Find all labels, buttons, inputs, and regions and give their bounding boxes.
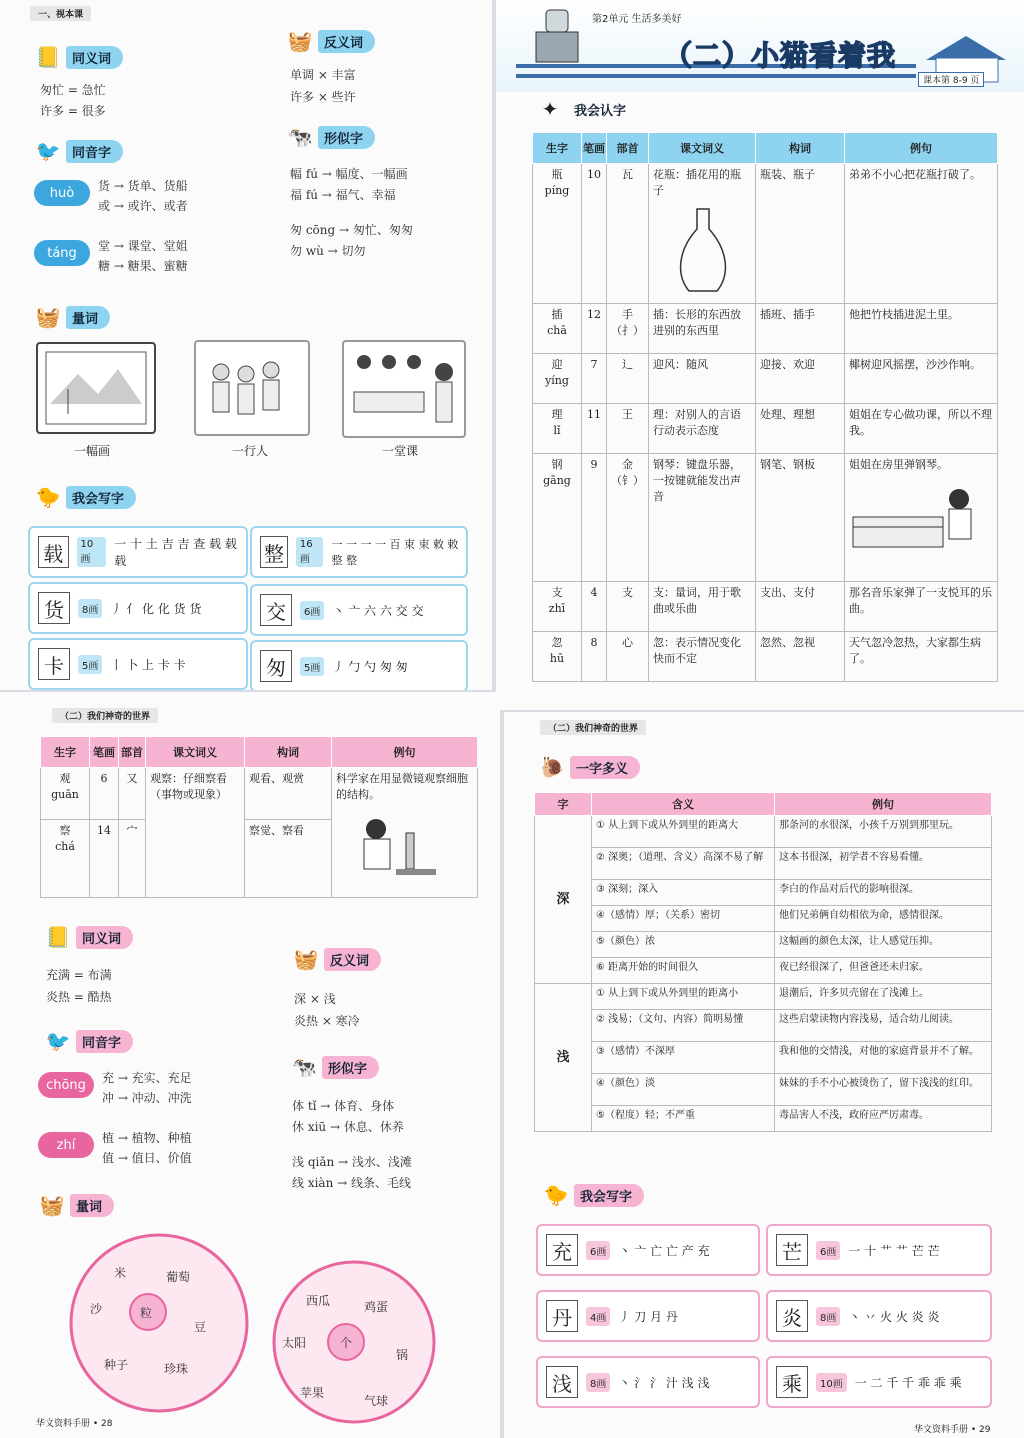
- homophones-heading: [30, 136, 123, 166]
- word-building: 插班、插手: [756, 304, 845, 354]
- meaning: ④（感情）厚；（关系）密切: [592, 906, 775, 932]
- radical: 手（扌）: [607, 304, 649, 354]
- antonym-row: 许多 × 些许: [290, 90, 356, 104]
- example-sentence: 姐姐在房里弹钢琴。: [849, 458, 948, 471]
- antonym-list: [294, 988, 360, 1032]
- meaning: 支：量词，用于歌曲或乐曲: [649, 582, 756, 632]
- recognize-table: [40, 736, 478, 898]
- pinyin: yíng: [545, 374, 569, 387]
- stroke-order: 丨 卜 上 卡 卡: [110, 657, 186, 672]
- vase-icon: [673, 205, 733, 295]
- measure-caption: 一行人: [232, 444, 269, 458]
- radical: 支: [607, 582, 649, 632]
- meaning: 花瓶：插花用的瓶子: [653, 168, 741, 197]
- meaning: ④（颜色）淡: [592, 1074, 775, 1106]
- stroke-count: 5画: [300, 657, 324, 676]
- homophone-group: [98, 236, 188, 276]
- synonyms-heading: [40, 922, 133, 952]
- stroke-order: 丶 亠 六 六 交 交: [332, 603, 424, 618]
- word-building: 忽然、忽视: [756, 632, 845, 682]
- stroke-count: 10画: [816, 1373, 847, 1392]
- antonym-row: 炎热 × 寒冷: [294, 1014, 360, 1028]
- page-top-right: [496, 0, 1024, 710]
- meaning: ⑥ 距离开始的时间很久: [592, 958, 775, 984]
- similar-line: 福 fú → 福气、幸福: [290, 188, 396, 202]
- chicks-icon: 🐤: [35, 485, 61, 509]
- pinyin: chá: [55, 839, 75, 853]
- section-label: 同义词: [76, 926, 133, 949]
- stroke-order: 一 十 艹 艹 芒 芒: [848, 1243, 940, 1258]
- section-label: 我会写字: [66, 486, 136, 509]
- running-header: 一、视本课: [30, 6, 91, 21]
- character: 忽: [551, 636, 563, 649]
- example-sentence: 李白的作品对后代的影响很深。: [775, 880, 992, 906]
- notebook-icon: 📒: [45, 925, 71, 949]
- column-header: 例句: [845, 133, 998, 164]
- table-row: [535, 880, 992, 906]
- unit-label: 第2单元 生活多美好: [592, 14, 682, 25]
- lesson-banner: [496, 0, 1024, 92]
- column-header: 部首: [119, 737, 146, 768]
- radical: 金（钅）: [607, 454, 649, 582]
- write-card: [536, 1356, 760, 1408]
- section-label: 我会写字: [574, 1184, 644, 1207]
- radical: 瓦: [607, 164, 649, 304]
- basket-icon: 🧺: [287, 29, 313, 53]
- character: 支: [551, 586, 563, 599]
- homophone-group: [98, 176, 188, 216]
- radical: 心: [607, 632, 649, 682]
- basket-icon: 🧺: [293, 947, 319, 971]
- stroke-order: 丶 丷 火 火 炎 炎: [848, 1309, 940, 1324]
- stroke-count: 5画: [78, 655, 102, 674]
- column-header: 含义: [592, 793, 775, 816]
- character: 察: [59, 823, 71, 837]
- table-row: [535, 932, 992, 958]
- example-sentence: 那名音乐家弹了一支悦耳的乐曲。: [845, 582, 998, 632]
- pinyin-pill: táng: [34, 240, 90, 266]
- section-label: 反义词: [318, 30, 375, 53]
- example-sentence: 我和他的交情浅，对他的家庭背景并不了解。: [775, 1042, 992, 1074]
- meaning: 插：长形的东西放进别的东西里: [649, 304, 756, 354]
- measure-heading: [34, 1190, 114, 1220]
- people-walking-illustration: [194, 340, 310, 436]
- chicks-icon: 🐤: [543, 1183, 569, 1207]
- piano-girl-icon: [849, 477, 989, 557]
- windmill-icon: ✦: [541, 97, 559, 121]
- measure-item: 葡萄: [166, 1270, 191, 1284]
- synonym-row: 匆忙 = 急忙: [40, 83, 106, 97]
- character: 钢: [551, 458, 563, 471]
- polysemy-heading: [534, 752, 640, 782]
- section-label: 形似字: [318, 126, 375, 149]
- classroom-icon: [344, 342, 464, 436]
- group-people-icon: [196, 342, 308, 434]
- homophone-line: 糖 → 糖果、蜜糖: [98, 259, 188, 273]
- meaning: ② 浅易；（文句、内容）简明易懂: [592, 1010, 775, 1042]
- measure-item: 太阳: [282, 1336, 307, 1350]
- synonym-list: [40, 80, 106, 122]
- homophones-heading: [40, 1026, 133, 1056]
- stroke-count: 16画: [296, 537, 324, 567]
- stroke-order: 丿 刀 月 丹: [618, 1309, 678, 1324]
- pinyin-pill: chōng: [38, 1072, 94, 1098]
- measure-item: 种子: [104, 1358, 129, 1372]
- example-sentence: 夜已经很深了，但爸爸还未归家。: [775, 958, 992, 984]
- stroke-count: 9: [582, 454, 607, 582]
- example-sentence: 那条河的水很深，小孩千万别到那里玩。: [775, 816, 992, 848]
- section-label: 同义词: [66, 46, 123, 69]
- radical: 又: [119, 768, 146, 820]
- stroke-count: 4画: [586, 1307, 610, 1326]
- stroke-count: 11: [582, 404, 607, 454]
- pinyin: píng: [544, 184, 570, 197]
- basket-icon: 🧺: [35, 305, 61, 329]
- word-building: 瓶装、瓶子: [756, 164, 845, 304]
- write-card: [250, 584, 468, 636]
- example-sentence: 退潮后，许多贝壳留在了浅滩上。: [775, 984, 992, 1010]
- stroke-count: 6: [90, 768, 119, 820]
- column-header: 例句: [775, 793, 992, 816]
- column-header: 课文词义: [146, 737, 245, 768]
- page-reference: 课本第 8-9 页: [918, 72, 984, 87]
- word-building: 察觉、察看: [245, 819, 332, 897]
- column-header: 课文词义: [649, 133, 756, 164]
- table-row: [535, 984, 992, 1010]
- pinyin: hū: [549, 652, 565, 665]
- pinyin: gāng: [543, 474, 571, 487]
- pinyin: lǐ: [553, 424, 561, 437]
- measure-item: 气球: [364, 1394, 389, 1408]
- stroke-count: 10: [582, 164, 607, 304]
- table-row: [535, 958, 992, 984]
- synonym-row: 许多 = 很多: [40, 104, 106, 118]
- write-card: [250, 640, 468, 690]
- meaning: ② 深奥；（道理、含义）高深不易了解: [592, 848, 775, 880]
- section-label: 一字多义: [570, 756, 640, 779]
- measure-item: 西瓜: [306, 1294, 331, 1308]
- word-building: 观看、观赏: [245, 768, 332, 820]
- pinyin: zhī: [548, 602, 566, 615]
- table-header-row: [41, 737, 478, 768]
- homophone-line: 货 → 货单、货船: [98, 179, 188, 193]
- synonym-list: [46, 964, 112, 1008]
- stroke-order: 丶 氵 氵 汁 浅 浅: [618, 1375, 710, 1390]
- word-building: 迎接、欢迎: [756, 354, 845, 404]
- measure-caption: 一幅画: [74, 444, 111, 458]
- similar-list: [290, 164, 413, 262]
- table-row: [535, 848, 992, 880]
- write-card: [536, 1290, 760, 1342]
- character-box: 炎: [776, 1300, 808, 1332]
- meaning: ⑤（程度）轻；不严重: [592, 1106, 775, 1132]
- character-box: 整: [260, 536, 288, 568]
- measure-item: 米: [114, 1266, 127, 1280]
- write-card: [250, 526, 468, 578]
- write-card: [28, 638, 248, 690]
- character-box: 货: [38, 592, 70, 624]
- similar-line: 幅 fú → 幅度、一幅画: [290, 167, 408, 181]
- pinyin: chā: [547, 324, 567, 337]
- column-header: 笔画: [582, 133, 607, 164]
- meaning: ③ 深刻；深入: [592, 880, 775, 906]
- recognize-heading: [532, 94, 638, 124]
- pinyin-pill: zhí: [38, 1132, 94, 1158]
- cow-icon: 🐄: [291, 1055, 317, 1079]
- example-sentence: 椰树迎风摇摆，沙沙作响。: [845, 354, 998, 404]
- similar-line: 休 xiū → 休息、休养: [292, 1120, 404, 1134]
- column-header: 生字: [533, 133, 582, 164]
- homophone-line: 或 → 或许、或者: [98, 199, 188, 213]
- measure-item: 珍珠: [164, 1362, 189, 1376]
- word-building: 处理、理想: [756, 404, 845, 454]
- section-label: 反义词: [324, 948, 381, 971]
- snail-icon: 🐌: [539, 755, 565, 779]
- character-box: 载: [38, 536, 69, 568]
- section-label: 同音字: [66, 140, 123, 163]
- word-building: 支出、支付: [756, 582, 845, 632]
- similar-line: 线 xiàn → 线条、毛线: [292, 1176, 411, 1190]
- similar-heading: [286, 1052, 379, 1082]
- character-box: 丹: [546, 1300, 578, 1332]
- example-sentence: 天气忽冷忽热，大家都生病了。: [845, 632, 998, 682]
- synonyms-heading: [30, 42, 123, 72]
- measure-circle-1: [68, 1232, 250, 1414]
- write-card: [28, 526, 248, 578]
- write-card: [766, 1356, 992, 1408]
- table-header-row: [535, 793, 992, 816]
- character: 理: [551, 408, 563, 421]
- table-row: [533, 304, 998, 354]
- homophone-line: 值 → 值日、价值: [102, 1151, 192, 1165]
- meaning: 忽：表示情况变化快而不定: [649, 632, 756, 682]
- character-box: 交: [260, 594, 292, 626]
- table-row: [535, 816, 992, 848]
- table-row: [533, 454, 998, 582]
- meaning: ③（感情）不深厚: [592, 1042, 775, 1074]
- table-row: [533, 404, 998, 454]
- stroke-count: 6画: [300, 601, 324, 620]
- character: 深: [535, 816, 592, 984]
- recognize-table: [532, 132, 998, 682]
- antonyms-heading: [288, 944, 381, 974]
- homophone-line: 充 → 充实、充足: [102, 1071, 192, 1085]
- write-card: [766, 1224, 992, 1276]
- example-sentence: 科学家在用显微镜观察细胞的结构。: [336, 772, 468, 801]
- antonym-row: 深 × 浅: [294, 992, 336, 1006]
- bird-icon: 🐦: [35, 139, 61, 163]
- stroke-count: 12: [582, 304, 607, 354]
- similar-heading: [282, 122, 375, 152]
- write-card: [536, 1224, 760, 1276]
- notebook-icon: 📒: [35, 45, 61, 69]
- character-box: 匆: [260, 650, 292, 682]
- column-header: 例句: [332, 737, 478, 768]
- example-sentence: 这幅画的颜色太深，让人感觉压抑。: [775, 932, 992, 958]
- measure-item: 豆: [194, 1320, 207, 1334]
- section-label: 形似字: [322, 1056, 379, 1079]
- table-row: [533, 164, 998, 304]
- homophone-line: 堂 → 课堂、堂姐: [98, 239, 188, 253]
- stroke-count: 8画: [816, 1307, 840, 1326]
- landscape-icon: [38, 344, 154, 432]
- meaning: ① 从上到下或从外到里的距离小: [592, 984, 775, 1010]
- column-header: 生字: [41, 737, 90, 768]
- page-bottom-right: [504, 712, 1024, 1438]
- antonym-list: [290, 64, 356, 108]
- character-box: 充: [546, 1234, 578, 1266]
- similar-list: [292, 1096, 412, 1194]
- stroke-count: 6画: [816, 1241, 840, 1260]
- character: 观: [59, 772, 71, 785]
- write-heading: [30, 482, 136, 512]
- section-label: 量词: [70, 1194, 114, 1217]
- similar-line: 体 tǐ → 体育、身体: [292, 1099, 395, 1113]
- section-label: 同音字: [76, 1030, 133, 1053]
- stroke-count: 6画: [586, 1241, 610, 1260]
- character: 插: [551, 308, 563, 321]
- column-header: 字: [535, 793, 592, 816]
- measure-item: 鸡蛋: [364, 1300, 389, 1314]
- column-header: 笔画: [90, 737, 119, 768]
- homophone-line: 植 → 植物、种植: [102, 1131, 192, 1145]
- radical: 辶: [607, 354, 649, 404]
- polysemy-table: [534, 792, 992, 1132]
- meaning: 理：对别人的言语行动表示态度: [649, 404, 756, 454]
- character-box: 芒: [776, 1234, 808, 1266]
- page-bottom-left: [0, 692, 500, 1438]
- stroke-count: 8: [582, 632, 607, 682]
- antonyms-heading: [282, 26, 375, 56]
- table-row: [533, 354, 998, 404]
- table-row: [535, 1010, 992, 1042]
- cow-icon: 🐄: [287, 125, 313, 149]
- measure-heading: [30, 302, 110, 332]
- section-label: 量词: [66, 306, 110, 329]
- page-top-left: [0, 0, 492, 690]
- table-row: [535, 1074, 992, 1106]
- running-header: （二）我们神奇的世界: [540, 720, 646, 735]
- radical: 宀: [119, 819, 146, 897]
- synonym-row: 炎热 = 酷热: [46, 990, 112, 1004]
- character: 浅: [535, 984, 592, 1132]
- word-building: 钢笔、钢板: [756, 454, 845, 582]
- stroke-count: 8画: [586, 1373, 610, 1392]
- measure-center: 个: [340, 1336, 353, 1350]
- stroke-order: 一 一 一 一 百 束 束 敕 敕 整 整: [331, 538, 459, 567]
- stroke-order: 一 十 土 吉 吉 查 载 载 载: [114, 537, 237, 568]
- similar-line: 匆 cōng → 匆忙、匆匆: [290, 223, 413, 237]
- homophone-group: [102, 1068, 192, 1108]
- example-sentence: 这些启蒙读物内容浅易，适合幼儿阅读。: [775, 1010, 992, 1042]
- stroke-count: 7: [582, 354, 607, 404]
- character-box: 浅: [546, 1366, 578, 1398]
- homophone-group: [102, 1128, 192, 1168]
- stroke-count: 4: [582, 582, 607, 632]
- pinyin: guān: [51, 788, 79, 801]
- character-box: 卡: [38, 648, 70, 680]
- running-header: （二）我们神奇的世界: [52, 708, 158, 723]
- table-row: [535, 906, 992, 932]
- stroke-count: 14: [90, 819, 119, 897]
- classroom-illustration: [342, 340, 466, 438]
- example-sentence: 他们兄弟俩自幼相依为命，感情很深。: [775, 906, 992, 932]
- synonym-row: 充满 = 布满: [46, 968, 112, 982]
- write-card: [766, 1290, 992, 1342]
- example-sentence: 姐姐在专心做功课，所以不理我。: [845, 404, 998, 454]
- table-row: [535, 1042, 992, 1074]
- table-row: [535, 1106, 992, 1132]
- section-label: 我会认字: [574, 103, 627, 119]
- write-heading: [538, 1180, 644, 1210]
- meaning: ⑤（颜色）浓: [592, 932, 775, 958]
- stroke-order: 丿 亻 化 化 货 货: [110, 601, 202, 616]
- character: 瓶: [551, 168, 563, 181]
- table-row: [533, 632, 998, 682]
- radical: 王: [607, 404, 649, 454]
- stroke-count: 10画: [77, 537, 107, 567]
- similar-line: 浅 qiǎn → 浅水、浅滩: [292, 1155, 412, 1169]
- example-sentence: 妹妹的手不小心被烫伤了，留下浅浅的红印。: [775, 1074, 992, 1106]
- table-header-row: [533, 133, 998, 164]
- column-header: 构词: [245, 737, 332, 768]
- write-card: [28, 582, 248, 634]
- lesson-title: （二）小猫看着我: [664, 39, 897, 72]
- meaning: 钢琴：键盘乐器，一按键就能发出声音: [649, 454, 756, 582]
- example-sentence: 他把竹枝插进泥土里。: [845, 304, 998, 354]
- measure-caption: 一堂课: [382, 444, 419, 458]
- stroke-count: 8画: [78, 599, 102, 618]
- homophone-line: 冲 → 冲动、冲洗: [102, 1091, 192, 1105]
- antonym-row: 单调 × 丰富: [290, 68, 356, 82]
- column-header: 部首: [607, 133, 649, 164]
- microscope-scientist-icon: [336, 809, 456, 889]
- column-header: 构词: [756, 133, 845, 164]
- similar-line: 勿 wù → 切勿: [290, 244, 366, 258]
- measure-center: 粒: [140, 1306, 153, 1320]
- character-box: 乘: [776, 1366, 808, 1398]
- example-sentence: 这本书很深，初学者不容易看懂。: [775, 848, 992, 880]
- meaning: 观察：仔细察看（事物或现象）: [146, 768, 245, 898]
- table-row: [41, 768, 478, 820]
- table-row: [533, 582, 998, 632]
- example-sentence: 弟弟不小心把花瓶打破了。: [845, 164, 998, 304]
- pinyin-pill: huò: [34, 180, 90, 206]
- example-sentence: 毒品害人不浅，政府应严厉肃毒。: [775, 1106, 992, 1132]
- stroke-order: 丶 亠 亡 亡 产 充: [618, 1243, 710, 1258]
- painting-illustration: [36, 342, 156, 434]
- page-footer: 华文资料手册 • 28: [36, 1419, 113, 1429]
- character: 迎: [551, 358, 563, 371]
- basket-icon: 🧺: [39, 1193, 65, 1217]
- measure-item: 苹果: [300, 1386, 325, 1400]
- meaning: 迎风：随风: [649, 354, 756, 404]
- measure-item: 锅: [396, 1348, 409, 1362]
- page-footer: 华文资料手册 • 29: [914, 1425, 991, 1435]
- stroke-order: 一 二 千 千 乖 乖 乘: [854, 1375, 962, 1390]
- stroke-order: 丿 勹 勺 匆 匆: [332, 659, 408, 674]
- bird-icon: 🐦: [45, 1029, 71, 1053]
- meaning: ① 从上到下或从外到里的距离大: [592, 816, 775, 848]
- measure-item: 沙: [90, 1302, 103, 1316]
